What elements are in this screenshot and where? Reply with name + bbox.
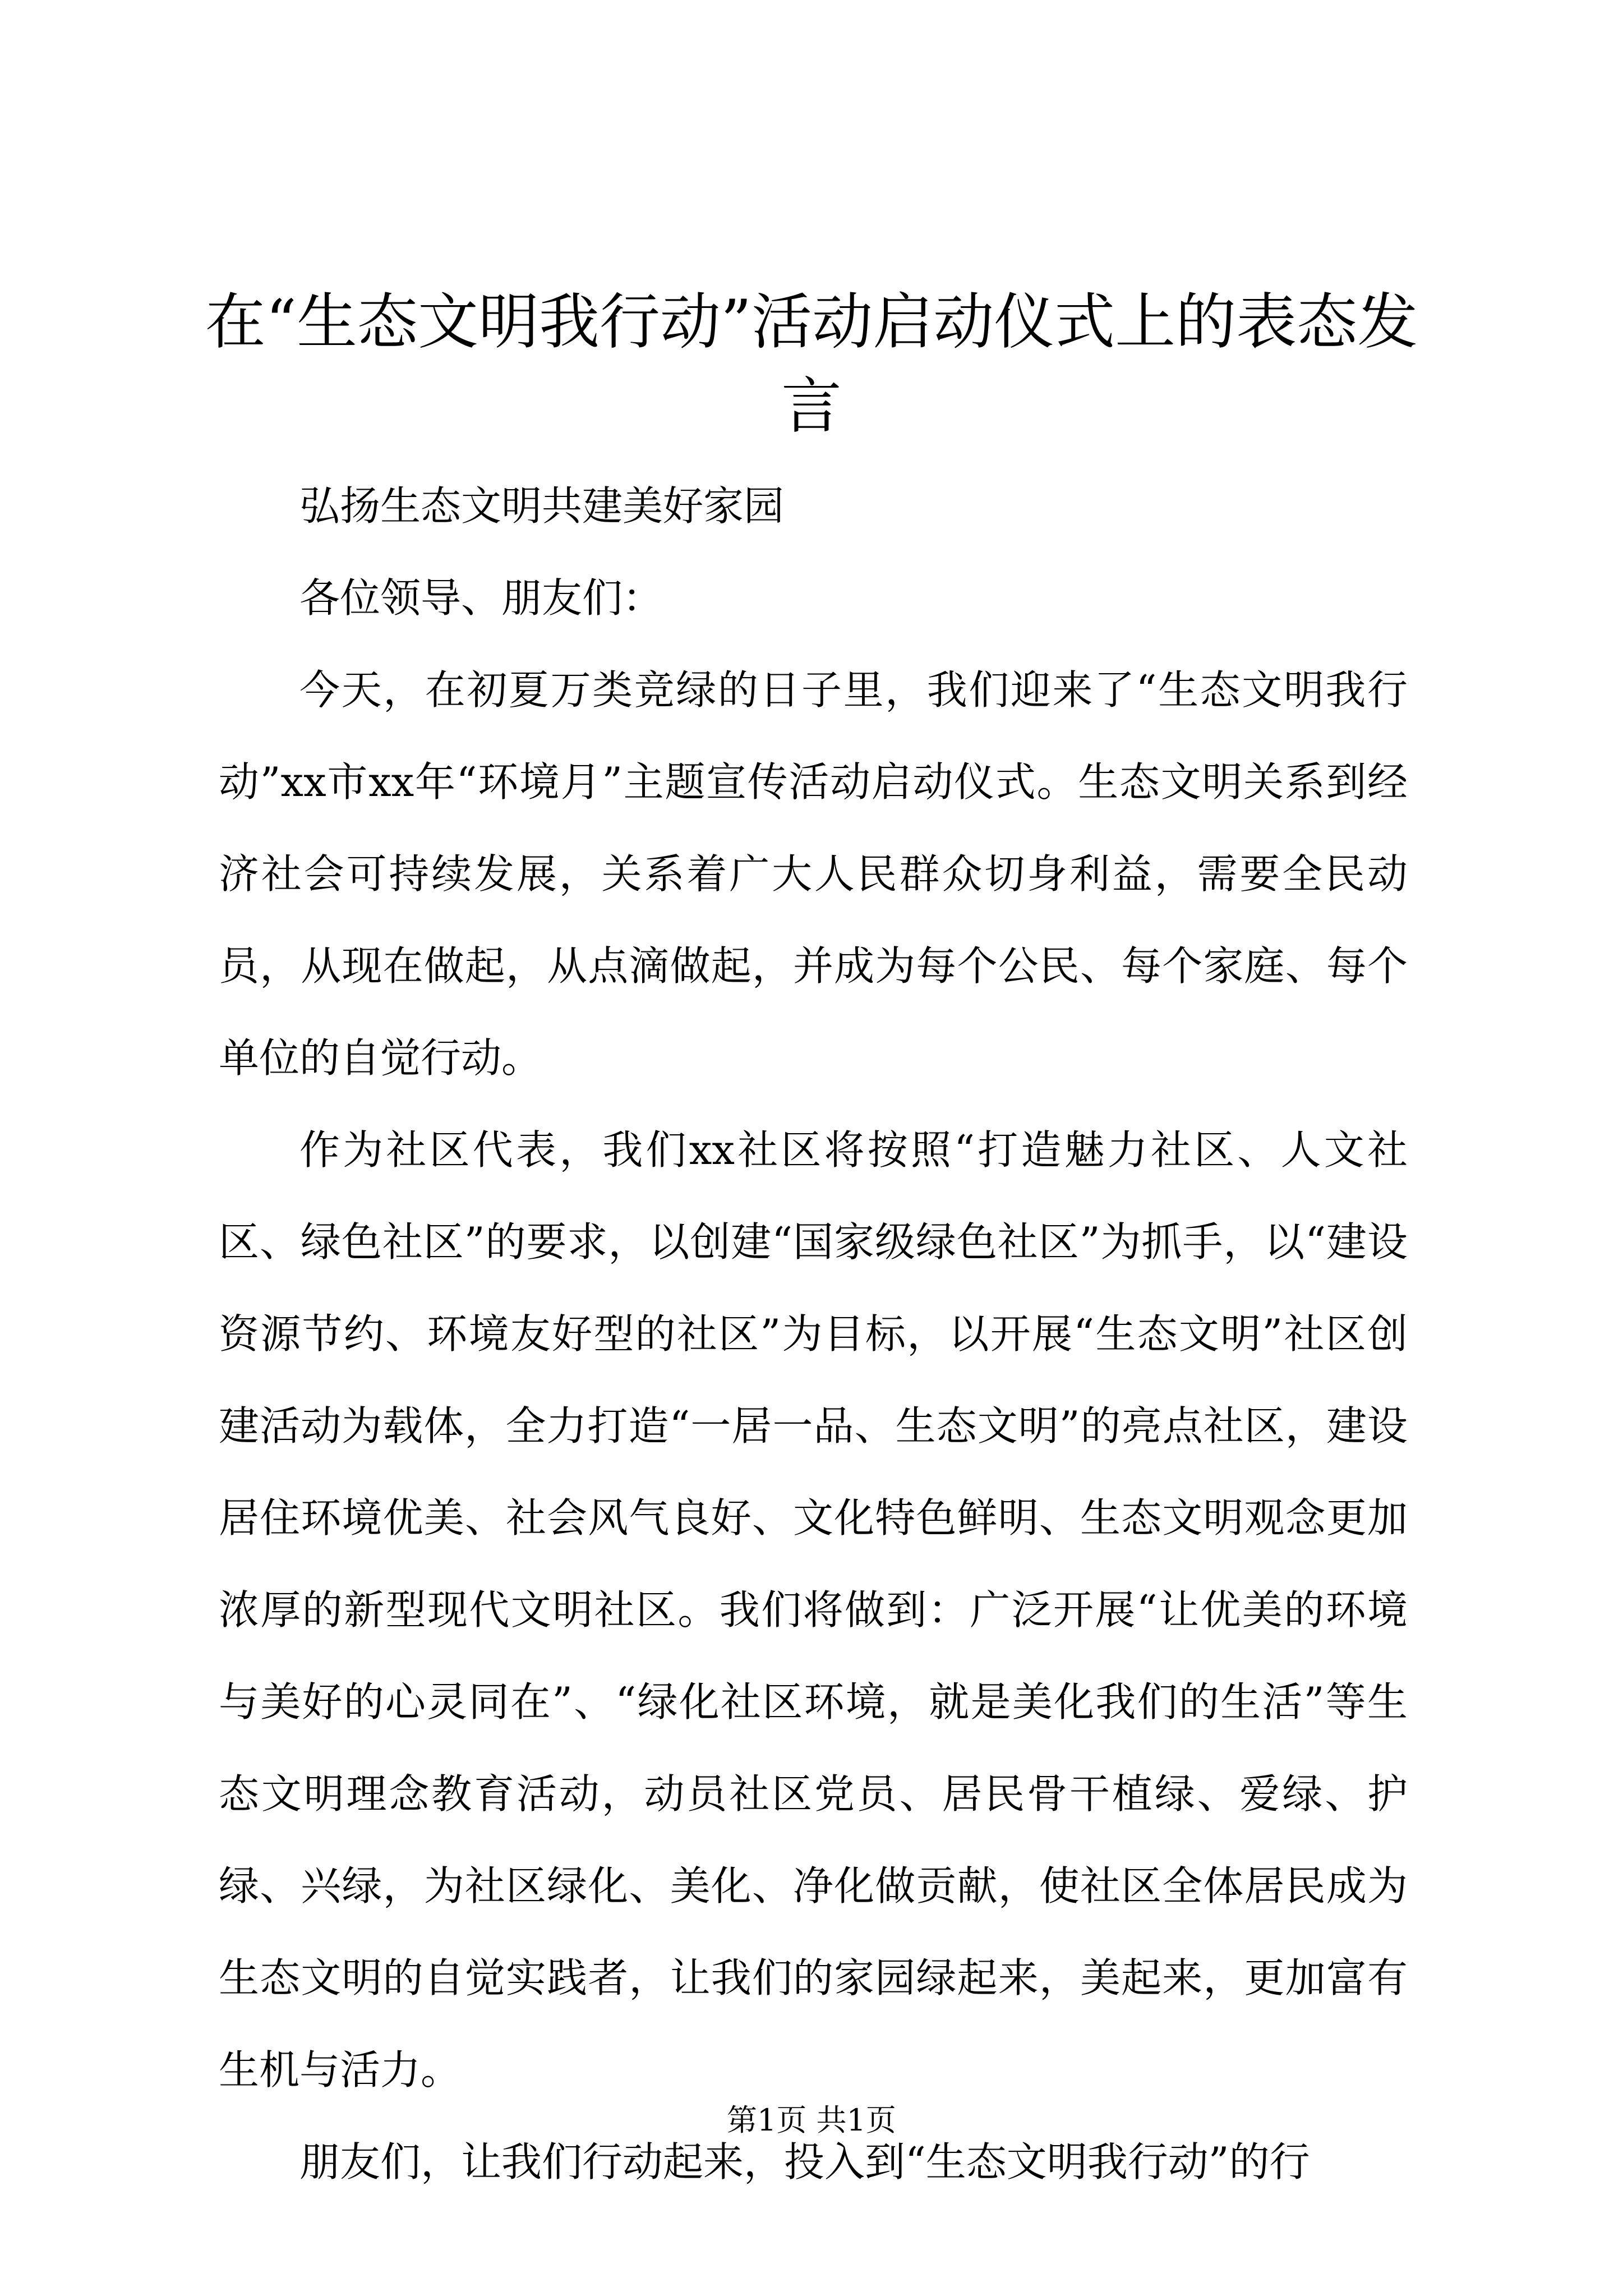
document-title: 在“生态文明我行动”活动启动仪式上的表态发言 bbox=[205, 287, 1418, 441]
body-paragraph-1: 今天，在初夏万类竞绿的日子里，我们迎来了“生态文明我行动”xx市xx年“环境月”主题宣传活动启动仪式。生态文明关系到经济社会可持续发展，关系着广大人民群众切身利益，需要全民动员，从现在做起，从点滴做起，并成为每个公民、每个家庭、每个单位的自觉行动。 bbox=[219, 666, 1408, 1082]
body-paragraph-3: 朋友们，让我们行动起来，投入到“生态文明我行动”的行 bbox=[299, 2138, 1310, 2185]
subtitle-line: 弘扬生态文明共建美好家园 bbox=[299, 482, 785, 530]
body-paragraph-2: 作为社区代表，我们xx社区将按照“打造魅力社区、人文社区、绿色社区”的要求，以创建“国家级绿色社区”为抓手，以“建设资源节约、环境友好型的社区”为目标，以开展“生态文明”社区创建活动为载体，全力打造“一居一品、生态文明”的亮点社区，建设居住环境优美、社会风气良好、文化特色鲜明、生态文明观念更加浓厚的新型现代文明社区。我们将做到：广泛开展“让优美的环境与美好的心灵同在”、“绿化社区环境，就是美化我们的生活”等生态文明理念教育活动，动员社区党员、居民骨干植绿、爱绿、护绿、兴绿，为社区绿化、美化、净化做贡献，使社区全体居民成为生态文明的自觉实践者，让我们的家园绿起来，美起来，更加富有生机与活力。 bbox=[219, 1126, 1408, 2093]
salutation-line: 各位领导、朋友们： bbox=[299, 574, 663, 622]
document-body bbox=[219, 460, 1408, 2208]
page-footer: 第1页 共1页 bbox=[727, 2102, 896, 2138]
